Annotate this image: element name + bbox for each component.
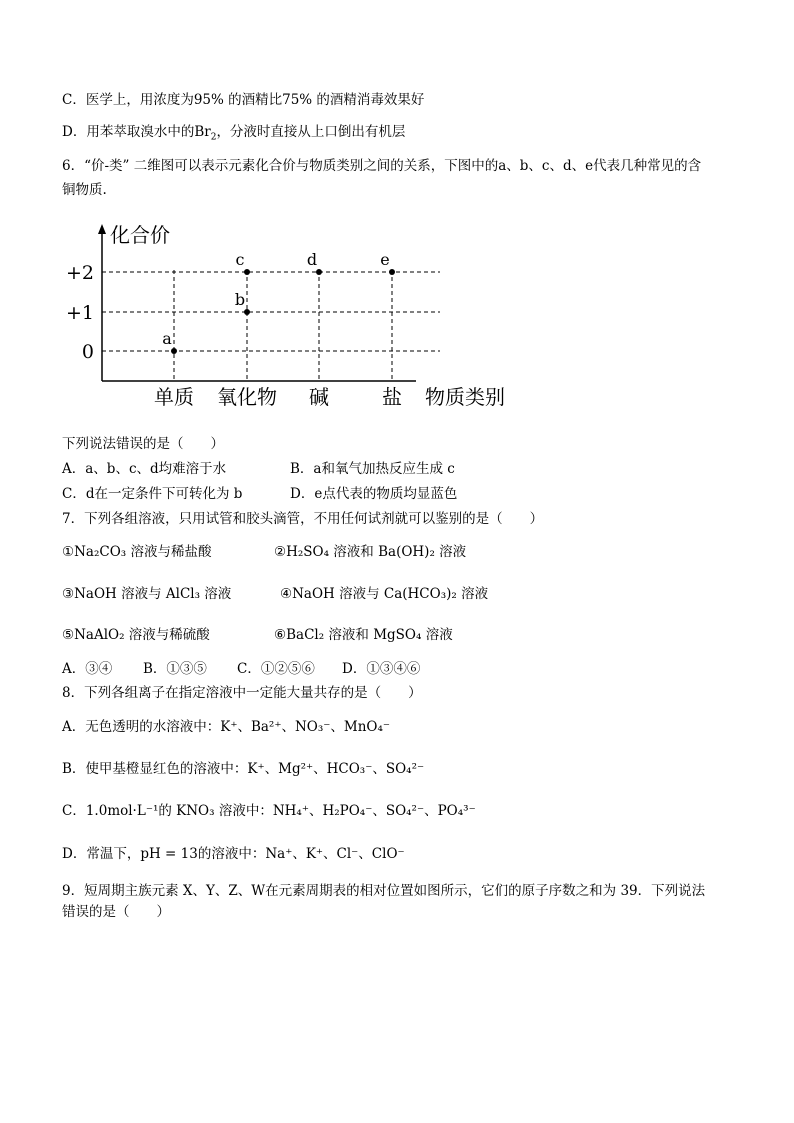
y-axis-label: 化合价 bbox=[110, 223, 170, 247]
q7-option-c: C．①②⑤⑥ bbox=[237, 661, 315, 677]
q5-option-d-post: ，分液时直接从上口倒出有机层 bbox=[216, 124, 406, 140]
q7-pair-2: ②H₂SO₄ 溶液和 Ba(OH)₂ 溶液 bbox=[274, 544, 467, 560]
q7-pair-6: ⑥BaCl₂ 溶液和 MgSO₄ 溶液 bbox=[274, 627, 453, 643]
q8-option-b-ions: K⁺、Mg²⁺、HCO₃⁻、SO₄²⁻ bbox=[247, 761, 425, 777]
q8-option-c bbox=[62, 802, 476, 820]
point-label-a: a bbox=[162, 329, 172, 348]
q5-option-c: C．医学上，用浓度为95% 的酒精比75% 的酒精消毒效果好 bbox=[62, 92, 425, 108]
q6-question: 下列说法错误的是（ ） bbox=[62, 436, 224, 452]
x-tick-labels bbox=[154, 385, 402, 409]
q9-stem-line1: 9．短周期主族元素 X、Y、Z、W在元素周期表的相对位置如图所示，它们的原子序数之和为 39．下列说法 bbox=[62, 883, 706, 899]
data-point-c bbox=[244, 269, 250, 275]
y-axis-arrow bbox=[98, 224, 106, 234]
valence-category-chart bbox=[60, 218, 530, 418]
q8-stem: 8．下列各组离子在指定溶液中一定能大量共存的是（ ） bbox=[62, 685, 422, 701]
q8-option-a bbox=[62, 718, 390, 736]
q6-option-a: A．a、b、c、d均难溶于水 bbox=[62, 461, 227, 477]
data-point-d bbox=[316, 269, 322, 275]
q8-option-c-condition: 1.0mol·L⁻¹的 KNO₃ 溶液中： bbox=[85, 803, 273, 819]
q7-option-d: D．①③④⑥ bbox=[342, 661, 421, 677]
data-point-a bbox=[171, 348, 177, 354]
data-point-e bbox=[389, 269, 395, 275]
chart-points bbox=[162, 250, 395, 354]
q8-option-d-ph: pH = 13 bbox=[140, 846, 198, 862]
y-tick-label: 0 bbox=[81, 341, 94, 363]
q5-option-d bbox=[62, 123, 405, 141]
q7-pair-1: ①Na₂CO₃ 溶液与稀盐酸 bbox=[62, 544, 212, 560]
point-label-b: b bbox=[234, 290, 246, 309]
x-tick-label: 盐 bbox=[382, 385, 402, 409]
chart-grid bbox=[102, 270, 440, 381]
q8-option-c-ions: NH₄⁺、H₂PO₄⁻、SO₄²⁻、PO₄³⁻ bbox=[272, 803, 476, 819]
q8-option-d-condition: 的溶液中： bbox=[197, 846, 266, 862]
q8-option-d bbox=[62, 845, 405, 863]
q8-option-b-condition: B．使甲基橙显红色的溶液中： bbox=[62, 761, 248, 777]
q7-pair-3: ③NaOH 溶液与 AlCl₃ 溶液 bbox=[62, 586, 232, 602]
q8-option-a-condition: A．无色透明的水溶液中： bbox=[62, 719, 221, 735]
x-axis-label: 物质类别 bbox=[425, 385, 505, 409]
q7-option-a: A．③④ bbox=[62, 661, 113, 677]
q6-option-d: D．e点代表的物质均显蓝色 bbox=[290, 486, 458, 502]
q9-stem-line2: 错误的是（ ） bbox=[62, 904, 170, 920]
q6-stem-line2: 铜物质. bbox=[62, 182, 107, 198]
q7-pair-5: ⑤NaAlO₂ 溶液与稀硫酸 bbox=[62, 627, 210, 643]
chart-axes bbox=[102, 230, 416, 381]
q5-option-d-sub: 2 bbox=[210, 132, 217, 143]
q5-option-d-formula: Br bbox=[194, 124, 211, 140]
point-label-c: c bbox=[235, 250, 245, 269]
q8-option-d-prefix: D．常温下， bbox=[62, 846, 141, 862]
q8-option-c-prefix: C． bbox=[62, 803, 86, 819]
q8-option-d-ions: Na⁺、K⁺、Cl⁻、ClO⁻ bbox=[265, 846, 405, 862]
q7-option-b: B．①③⑤ bbox=[143, 661, 207, 677]
q8-option-a-ions: K⁺、Ba²⁺、NO₃⁻、MnO₄⁻ bbox=[220, 719, 391, 735]
q5-option-d-pre: D．用苯萃取溴水中的 bbox=[62, 124, 195, 140]
q7-stem: 7．下列各组溶液，只用试管和胶头滴管，不用任何试剂就可以鉴别的是（ ） bbox=[62, 511, 544, 527]
y-tick-label: +2 bbox=[65, 262, 94, 284]
point-label-e: e bbox=[380, 250, 390, 269]
x-tick-label: 氧化物 bbox=[217, 385, 277, 409]
data-point-b bbox=[244, 309, 250, 315]
y-tick-labels bbox=[66, 262, 94, 363]
x-tick-label: 单质 bbox=[154, 385, 194, 409]
q8-option-b bbox=[62, 760, 424, 778]
point-label-d: d bbox=[306, 250, 318, 269]
q6-option-b: B．a和氧气加热反应生成 c bbox=[290, 461, 455, 477]
x-tick-label: 碱 bbox=[309, 385, 329, 409]
y-tick-label: +1 bbox=[65, 302, 94, 324]
q7-pair-4: ④NaOH 溶液与 Ca(HCO₃)₂ 溶液 bbox=[280, 586, 489, 602]
q6-option-c: C．d在一定条件下可转化为 b bbox=[62, 486, 243, 502]
q6-stem-line1: 6．“价-类” 二维图可以表示元素化合价与物质类别之间的关系，下图中的a、b、c、d、e代表几种常见的含 bbox=[62, 158, 702, 174]
